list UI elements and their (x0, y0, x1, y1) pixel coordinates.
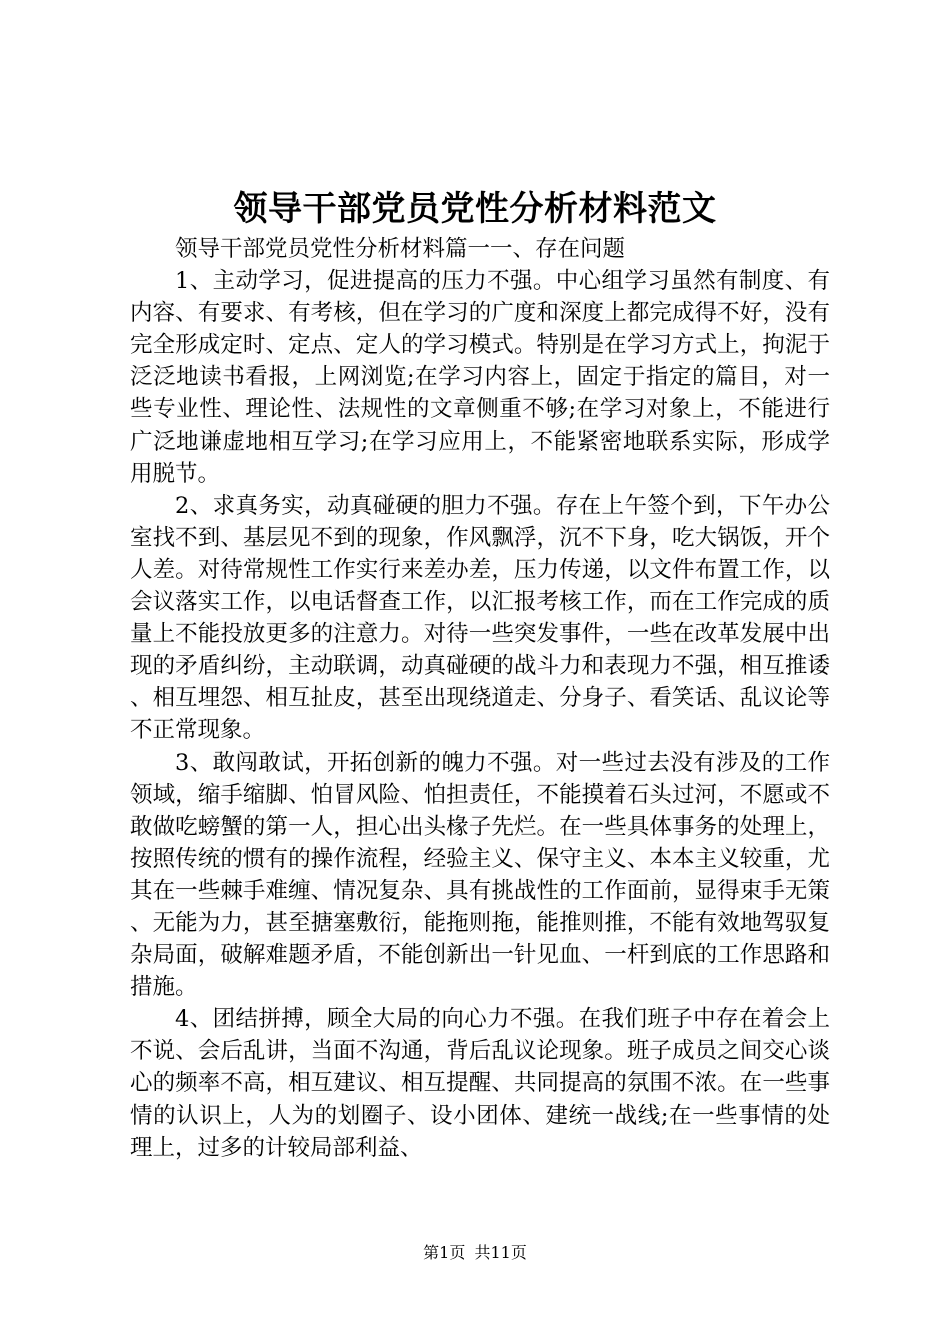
paragraph-1: 1、主动学习，促进提高的压力不强。中心组学习虽然有制度、有内容、有要求、有考核，但在学习的广度和深度上都完成得不好，没有完全形成定时、定点、定人的学习模式。特别是在学习方式上，拘泥于泛泛地读书看报，上网浏览;在学习内容上，固定于指定的篇目，对一些专业性、理论性、法规性的文章侧重不够;在学习对象上，不能进行广泛地谦虚地相互学习;在学习应用上，不能紧密地联系实际，形成学用脱节。 (130, 268, 830, 487)
page-footer (0, 1241, 950, 1265)
paragraph-intro: 领导干部党员党性分析材料篇一一、存在问题 (175, 236, 626, 262)
paragraph-3: 3、敢闯敢试，开拓创新的魄力不强。对一些过去没有涉及的工作领域，缩手缩脚、怕冒风险、怕担责任，不能摸着石头过河，不愿或不敢做吃螃蟹的第一人，担心出头椽子先烂。在一些具体事务的处理上，按照传统的惯有的操作流程，经验主义、保守主义、本本主义较重，尤其在一些棘手难缠、情况复杂、具有挑战性的工作面前，显得束手无策、无能为力，甚至搪塞敷衍，能拖则拖，能推则推，不能有效地驾驭复杂局面，破解难题矛盾，不能创新出一针见血、一杆到底的工作思路和措施。 (130, 749, 830, 1001)
page-number: 第1页 (423, 1243, 466, 1262)
document-body (130, 233, 830, 1164)
paragraph-2: 2、求真务实，动真碰硬的胆力不强。存在上午签个到，下午办公室找不到、基层见不到的现象，作风飘浮，沉不下身，吃大锅饭，开个人差。对待常规性工作实行来差办差，压力传递，以文件布置工作，以会议落实工作，以电话督查工作，以汇报考核工作，而在工作完成的质量上不能投放更多的注意力。对待一些突发事件，一些在改革发展中出现的矛盾纠纷，主动联调，动真碰硬的战斗力和表现力不强，相互推诿、相互埋怨、相互扯皮，甚至出现绕道走、分身子、看笑话、乱议论等不正常现象。 (130, 492, 830, 744)
page-total: 共11页 (474, 1243, 527, 1262)
document-title: 领导干部党员党性分析材料范文 (233, 189, 717, 229)
paragraph-4: 4、团结拼搏，顾全大局的向心力不强。在我们班子中存在着会上不说、会后乱讲，当面不沟通，背后乱议论现象。班子成员之间交心谈心的频率不高，相互建议、相互提醒、共同提高的氛围不浓。在一些事情的认识上，人为的划圈子、设小团体、建统一战线;在一些事情的处理上，过多的计较局部利益、 (130, 1006, 830, 1161)
